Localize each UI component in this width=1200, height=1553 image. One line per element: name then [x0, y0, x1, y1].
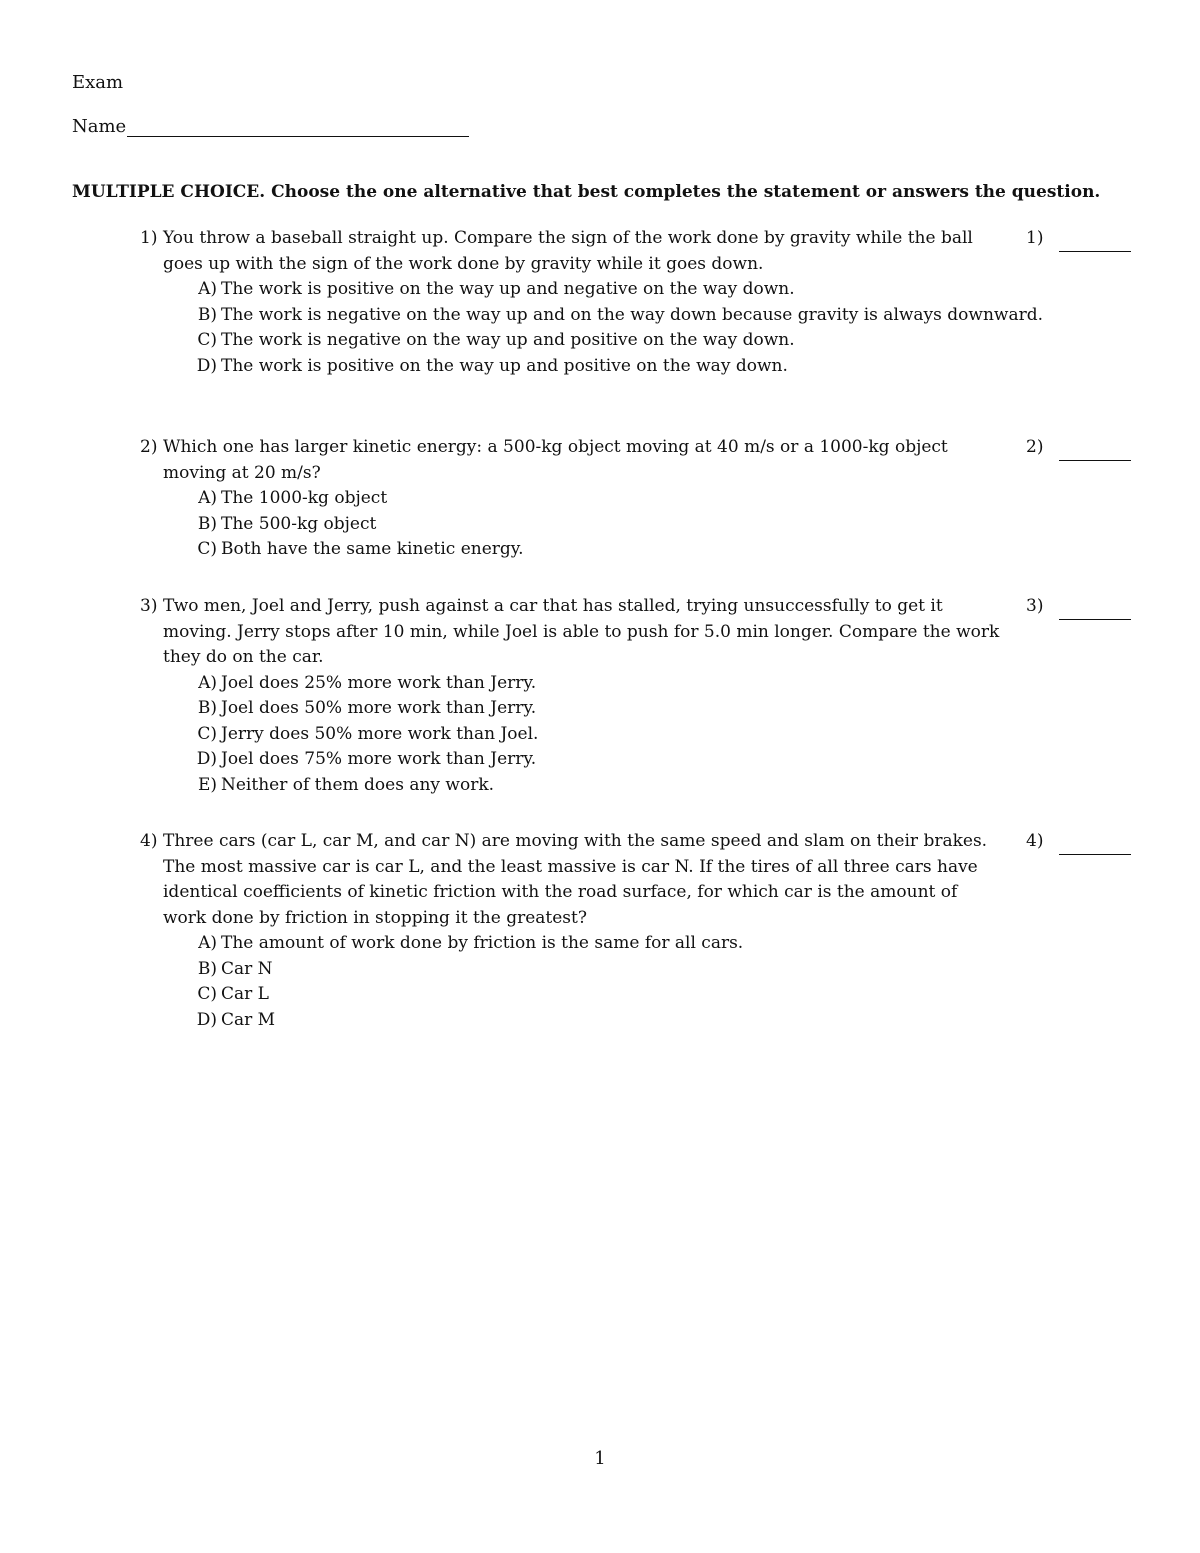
option-text: Neither of them does any work.	[221, 774, 495, 795]
question-stem	[140, 226, 1003, 277]
option-letter: D)	[196, 355, 217, 376]
name-label: Name	[72, 116, 127, 137]
option-text: The 1000-kg object	[221, 488, 388, 508]
option-c	[187, 982, 1140, 1008]
option-text: The 500-kg object	[221, 513, 377, 534]
option-letter: B)	[197, 513, 217, 534]
option-b	[187, 512, 1140, 538]
question-3	[140, 594, 1140, 798]
option-letter: C)	[197, 330, 217, 350]
option-text: Joel does 50% more work than Jerry.	[221, 698, 537, 718]
answer-label: 1)	[1026, 228, 1044, 248]
option-a	[187, 931, 1140, 957]
option-text: Car L	[221, 984, 269, 1004]
option-text: Joel does 25% more work than Jerry.	[221, 672, 537, 693]
answer-options	[187, 486, 1140, 563]
option-text: The work is positive on the way up and negative on the way down.	[221, 279, 795, 299]
option-c	[187, 328, 1140, 354]
answer-options	[187, 931, 1140, 1033]
answer-blank-line[interactable]	[1059, 599, 1131, 620]
option-letter: A)	[198, 933, 217, 953]
option-letter: D)	[196, 749, 217, 769]
option-b	[187, 696, 1140, 722]
option-text: Jerry does 50% more work than Joel.	[221, 723, 539, 744]
option-text: The work is positive on the way up and positive on the way down.	[221, 355, 788, 376]
option-e	[187, 773, 1140, 799]
option-c	[187, 537, 1140, 563]
question-text: You throw a baseball straight up. Compare the sign of the work done by gravity while the ball goes up with the sign of the work done by gravity while it goes down.	[163, 228, 973, 274]
option-letter: B)	[197, 958, 217, 979]
option-d	[187, 354, 1140, 380]
option-letter: A)	[198, 279, 217, 299]
answer-label: 3)	[1026, 596, 1044, 616]
answer-blank-line[interactable]	[1059, 440, 1131, 461]
exam-title: Exam	[72, 72, 124, 93]
option-letter: C)	[197, 984, 217, 1004]
option-text: Car M	[221, 1009, 276, 1030]
answer-slot	[1026, 594, 1131, 620]
question-stem	[140, 435, 1003, 486]
answer-slot	[1026, 226, 1131, 252]
option-a	[187, 671, 1140, 697]
question-text: Two men, Joel and Jerry, push against a car that has stalled, trying unsuccessfully to get it moving. Jerry stops after 10 min, while Joel is able to push for 5.0 min longer. Compare the work they do on the car.	[163, 596, 1000, 667]
option-text: The amount of work done by friction is the same for all cars.	[221, 933, 744, 953]
option-d	[187, 747, 1140, 773]
option-letter: C)	[197, 723, 217, 744]
option-letter: D)	[196, 1009, 217, 1030]
option-b	[187, 957, 1140, 983]
answer-blank-line[interactable]	[1059, 231, 1131, 252]
option-text: Car N	[221, 958, 273, 979]
section-instructions: MULTIPLE CHOICE. Choose the one alternative that best completes the statement or answers the question.	[72, 182, 1101, 202]
question-number: 4)	[140, 831, 158, 851]
answer-label: 4)	[1026, 831, 1044, 851]
option-c	[187, 722, 1140, 748]
option-text: The work is negative on the way up and on the way down because gravity is always downward.	[221, 304, 1044, 325]
option-letter: A)	[198, 672, 217, 693]
answer-blank-line[interactable]	[1059, 834, 1131, 855]
option-letter: B)	[197, 698, 217, 718]
option-text: Joel does 75% more work than Jerry.	[221, 749, 537, 769]
name-field	[72, 116, 469, 137]
option-text: Both have the same kinetic energy.	[221, 539, 524, 559]
question-1	[140, 226, 1140, 379]
question-2	[140, 435, 1140, 563]
question-text: Which one has larger kinetic energy: a 500-kg object moving at 40 m/s or a 1000-kg object moving at 20 m/s?	[163, 437, 948, 483]
option-letter: C)	[197, 539, 217, 559]
option-text: The work is negative on the way up and positive on the way down.	[221, 330, 795, 350]
question-number: 3)	[140, 596, 158, 616]
option-d	[187, 1008, 1140, 1034]
option-letter: B)	[197, 304, 217, 325]
question-number: 2)	[140, 437, 158, 457]
answer-slot	[1026, 435, 1131, 461]
answer-label: 2)	[1026, 437, 1044, 457]
option-a	[187, 486, 1140, 512]
page-number: 1	[594, 1448, 606, 1469]
question-text: Three cars (car L, car M, and car N) are moving with the same speed and slam on their brakes. The most massive car is car L, and the least massive is car N. If the tires of all three cars have identical coefficients of kinetic friction with the road surface, for which car is the amount of work done by friction in stopping it the greatest?	[163, 831, 988, 928]
answer-slot	[1026, 829, 1131, 855]
answer-options	[187, 671, 1140, 799]
question-stem	[140, 829, 1003, 931]
question-stem	[140, 594, 1003, 671]
option-letter: E)	[197, 774, 217, 795]
option-letter: A)	[198, 488, 217, 508]
option-b	[187, 303, 1140, 329]
question-number: 1)	[140, 228, 158, 248]
option-a	[187, 277, 1140, 303]
answer-options	[187, 277, 1140, 379]
question-4	[140, 829, 1140, 1033]
name-blank-line[interactable]	[127, 118, 469, 137]
